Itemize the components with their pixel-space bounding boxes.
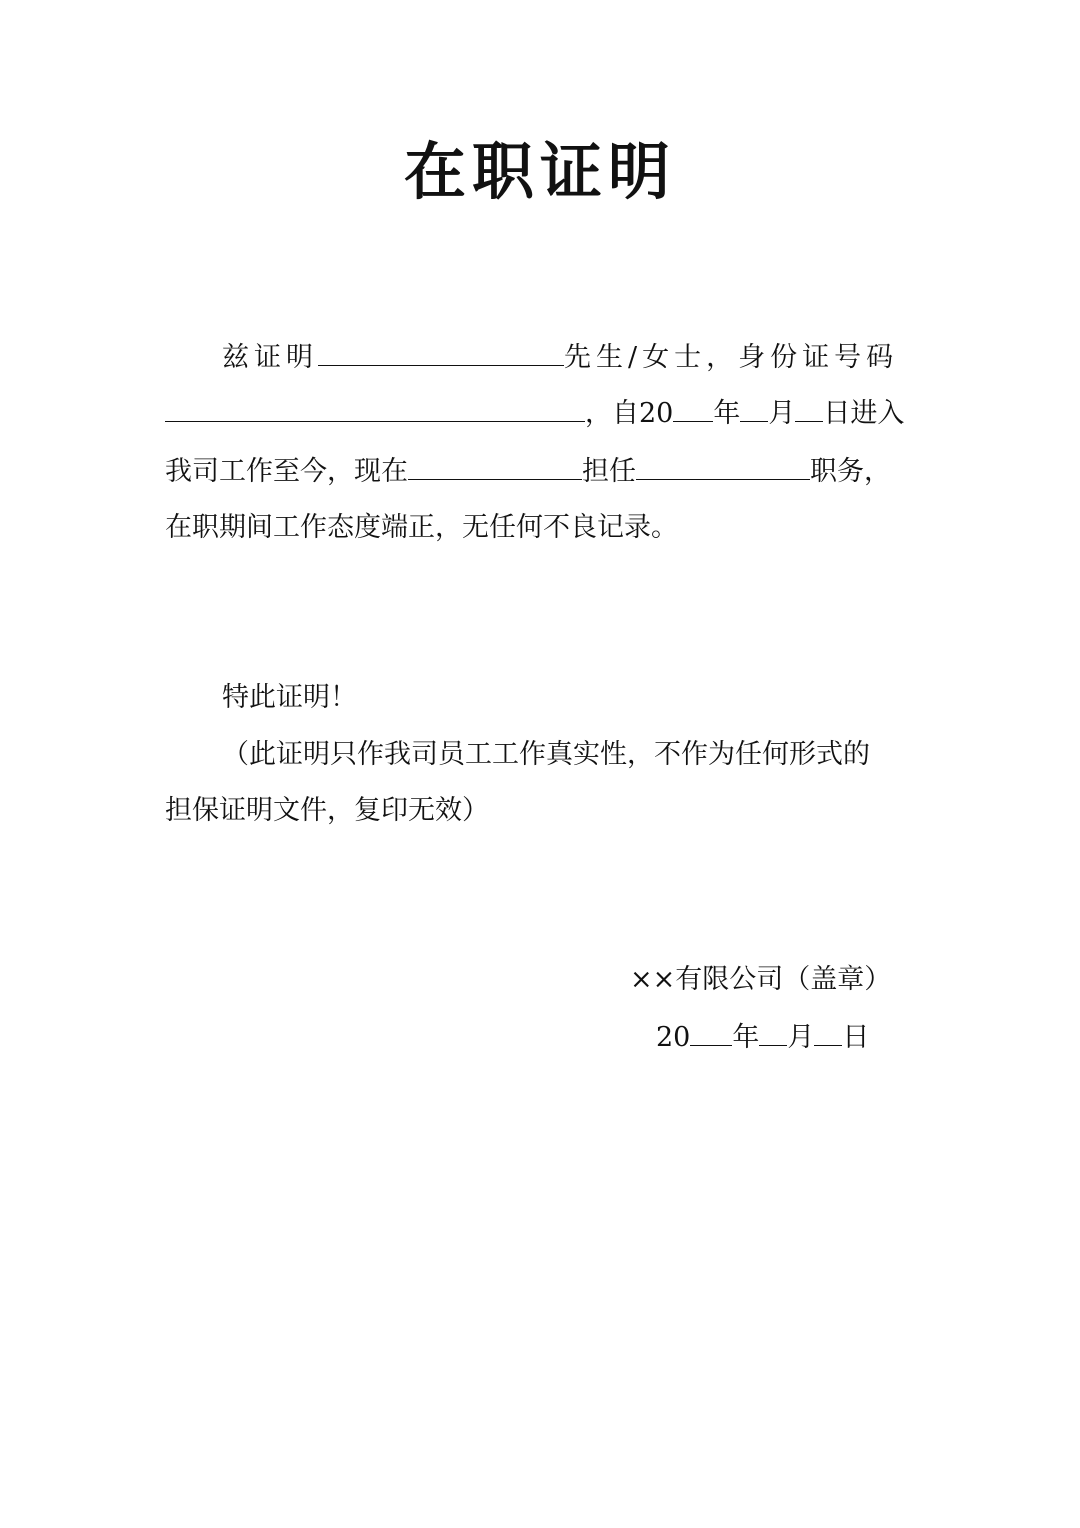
id-number-blank[interactable] <box>165 397 585 422</box>
department-prefix: 我司工作至今，现在 <box>165 456 408 487</box>
start-year-blank[interactable] <box>673 397 713 422</box>
para1-line4: 在职期间工作态度端正，无任何不良记录。 <box>165 512 678 543</box>
gender-id-label: 先生/女士，身份证号码 <box>564 342 899 373</box>
closing-statement: 特此证明！ <box>222 682 357 713</box>
note-line-1: （此证明只作我司员工工作真实性，不作为任何形式的 <box>222 739 870 770</box>
month-label: 月 <box>768 398 796 429</box>
department-blank[interactable] <box>408 455 582 480</box>
date-year-blank[interactable] <box>690 1021 732 1046</box>
position-blank[interactable] <box>636 455 810 480</box>
date-year-label: 年 <box>732 1022 760 1053</box>
para1-line1 <box>222 338 898 378</box>
date-day-label: 日 <box>842 1022 870 1053</box>
date-month-label: 月 <box>787 1022 815 1053</box>
signature-date <box>656 1018 869 1058</box>
start-month-blank[interactable] <box>740 397 768 422</box>
since-year-prefix: ，自20 <box>585 398 674 429</box>
date-prefix: 20 <box>656 1022 691 1053</box>
document-title: 在职证明 <box>403 135 676 208</box>
date-month-blank[interactable] <box>759 1021 787 1046</box>
para1-line3 <box>165 452 891 492</box>
year-label: 年 <box>713 398 741 429</box>
start-day-blank[interactable] <box>795 397 823 422</box>
duty-label: 职务， <box>810 456 891 487</box>
join-label: 日进入 <box>823 398 905 429</box>
name-blank[interactable] <box>318 341 564 366</box>
date-day-blank[interactable] <box>814 1021 842 1046</box>
note-line-2: 担保证明文件，复印无效） <box>165 795 489 826</box>
position-label: 担任 <box>582 456 636 487</box>
certify-prefix: 兹证明 <box>222 342 318 373</box>
company-seal-line: ××有限公司（盖章） <box>630 964 892 995</box>
para1-line2 <box>165 394 904 434</box>
